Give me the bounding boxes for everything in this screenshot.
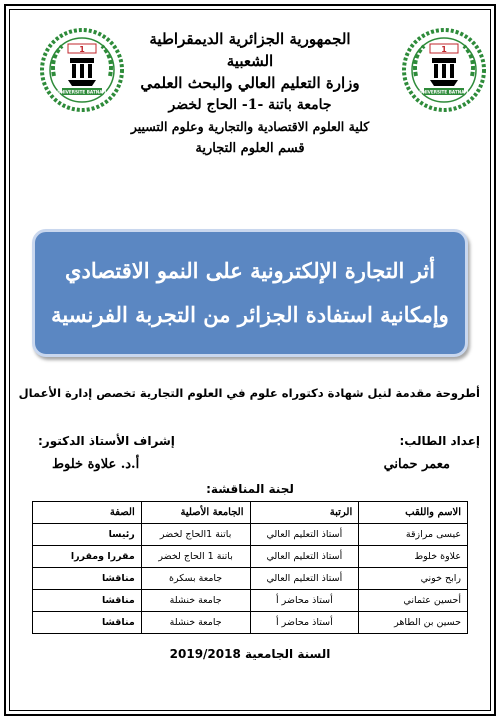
jury-member-role: مناقشا <box>33 590 142 612</box>
thesis-title-line-1: أثر التجارة الإلكترونية على النمو الاقتصادي <box>65 258 435 283</box>
faculty-name: كلية العلوم الاقتصادية والتجارية وعلوم التسيير <box>130 119 370 134</box>
jury-member-name: حسين بن الطاهر <box>359 612 468 634</box>
academic-year: السنة الجامعية 2019/2018 <box>169 647 331 661</box>
table-row <box>33 590 468 612</box>
table-row <box>33 568 468 590</box>
svg-text:1: 1 <box>79 45 85 54</box>
institution-header <box>130 28 370 160</box>
jury-member-name: علاوة خلوط <box>359 546 468 568</box>
thesis-title-box <box>32 229 468 357</box>
col-header-institution: الجامعة الأصلية <box>141 502 250 524</box>
jury-member-name: عيسى مرازقة <box>359 524 468 546</box>
department-name: قسم العلوم التجارية <box>195 141 305 156</box>
supervisor-label: إشراف الأستاذ الدكتور: <box>38 434 175 448</box>
jury-member-institution: باتنة 1الحاج لخضر <box>141 524 250 546</box>
col-header-role: الصفة <box>33 502 142 524</box>
jury-member-role: مقررا ومقررا <box>33 546 142 568</box>
logo-caption: UNIVERSITE BATNA 1 <box>419 89 469 95</box>
svg-text:1: 1 <box>441 45 447 54</box>
jury-member-rank: أستاذ التعليم العالي <box>250 546 359 568</box>
student-name: معمر حماني <box>383 457 450 472</box>
table-row <box>33 524 468 546</box>
table-row <box>33 612 468 634</box>
jury-member-institution: جامعة بسكرة <box>141 568 250 590</box>
jury-member-name: رابح خوني <box>359 568 468 590</box>
thesis-description: أطروحة مقدمة لنيل شهادة دكتوراه علوم في العلوم التجارية تخصص إدارة الأعمال <box>18 386 480 400</box>
jury-member-institution: باتنة 1 الحاج لخضر <box>141 546 250 568</box>
ministry-name: وزارة التعليم العالي والبحث العلمي <box>140 74 360 92</box>
jury-member-institution: جامعة خنشلة <box>141 612 250 634</box>
jury-member-rank: أستاذ محاضر أ <box>250 612 359 634</box>
jury-member-role: رئيسا <box>33 524 142 546</box>
university-crest-icon <box>40 28 124 112</box>
prepared-by-label: إعداد الطالب: <box>399 434 480 448</box>
supervisor-name: أ.د. علاوة خلوط <box>52 457 140 472</box>
university-crest-icon <box>402 28 486 112</box>
table-row <box>33 546 468 568</box>
thesis-title-line-2: وإمكانية استفادة الجزائر من التجربة الفرنسية <box>51 302 449 327</box>
col-header-name: الاسم واللقب <box>359 502 468 524</box>
jury-member-role: مناقشا <box>33 568 142 590</box>
col-header-rank: الرتبة <box>250 502 359 524</box>
republic-name: الجمهورية الجزائرية الديمقراطية الشعبية <box>149 30 351 70</box>
logo-caption: UNIVERSITE BATNA 1 <box>57 89 107 95</box>
jury-header-row <box>33 502 468 524</box>
jury-member-rank: أستاذ محاضر أ <box>250 590 359 612</box>
jury-member-role: مناقشا <box>33 612 142 634</box>
jury-member-rank: أستاذ التعليم العالي <box>250 568 359 590</box>
jury-member-name: أحسين عثماني <box>359 590 468 612</box>
jury-table <box>32 501 468 634</box>
jury-member-institution: جامعة خنشلة <box>141 590 250 612</box>
committee-label: لجنة المناقشة: <box>206 482 294 496</box>
jury-member-rank: أستاذ التعليم العالي <box>250 524 359 546</box>
university-name: جامعة باتنة -1- الحاج لخضر <box>168 97 332 113</box>
